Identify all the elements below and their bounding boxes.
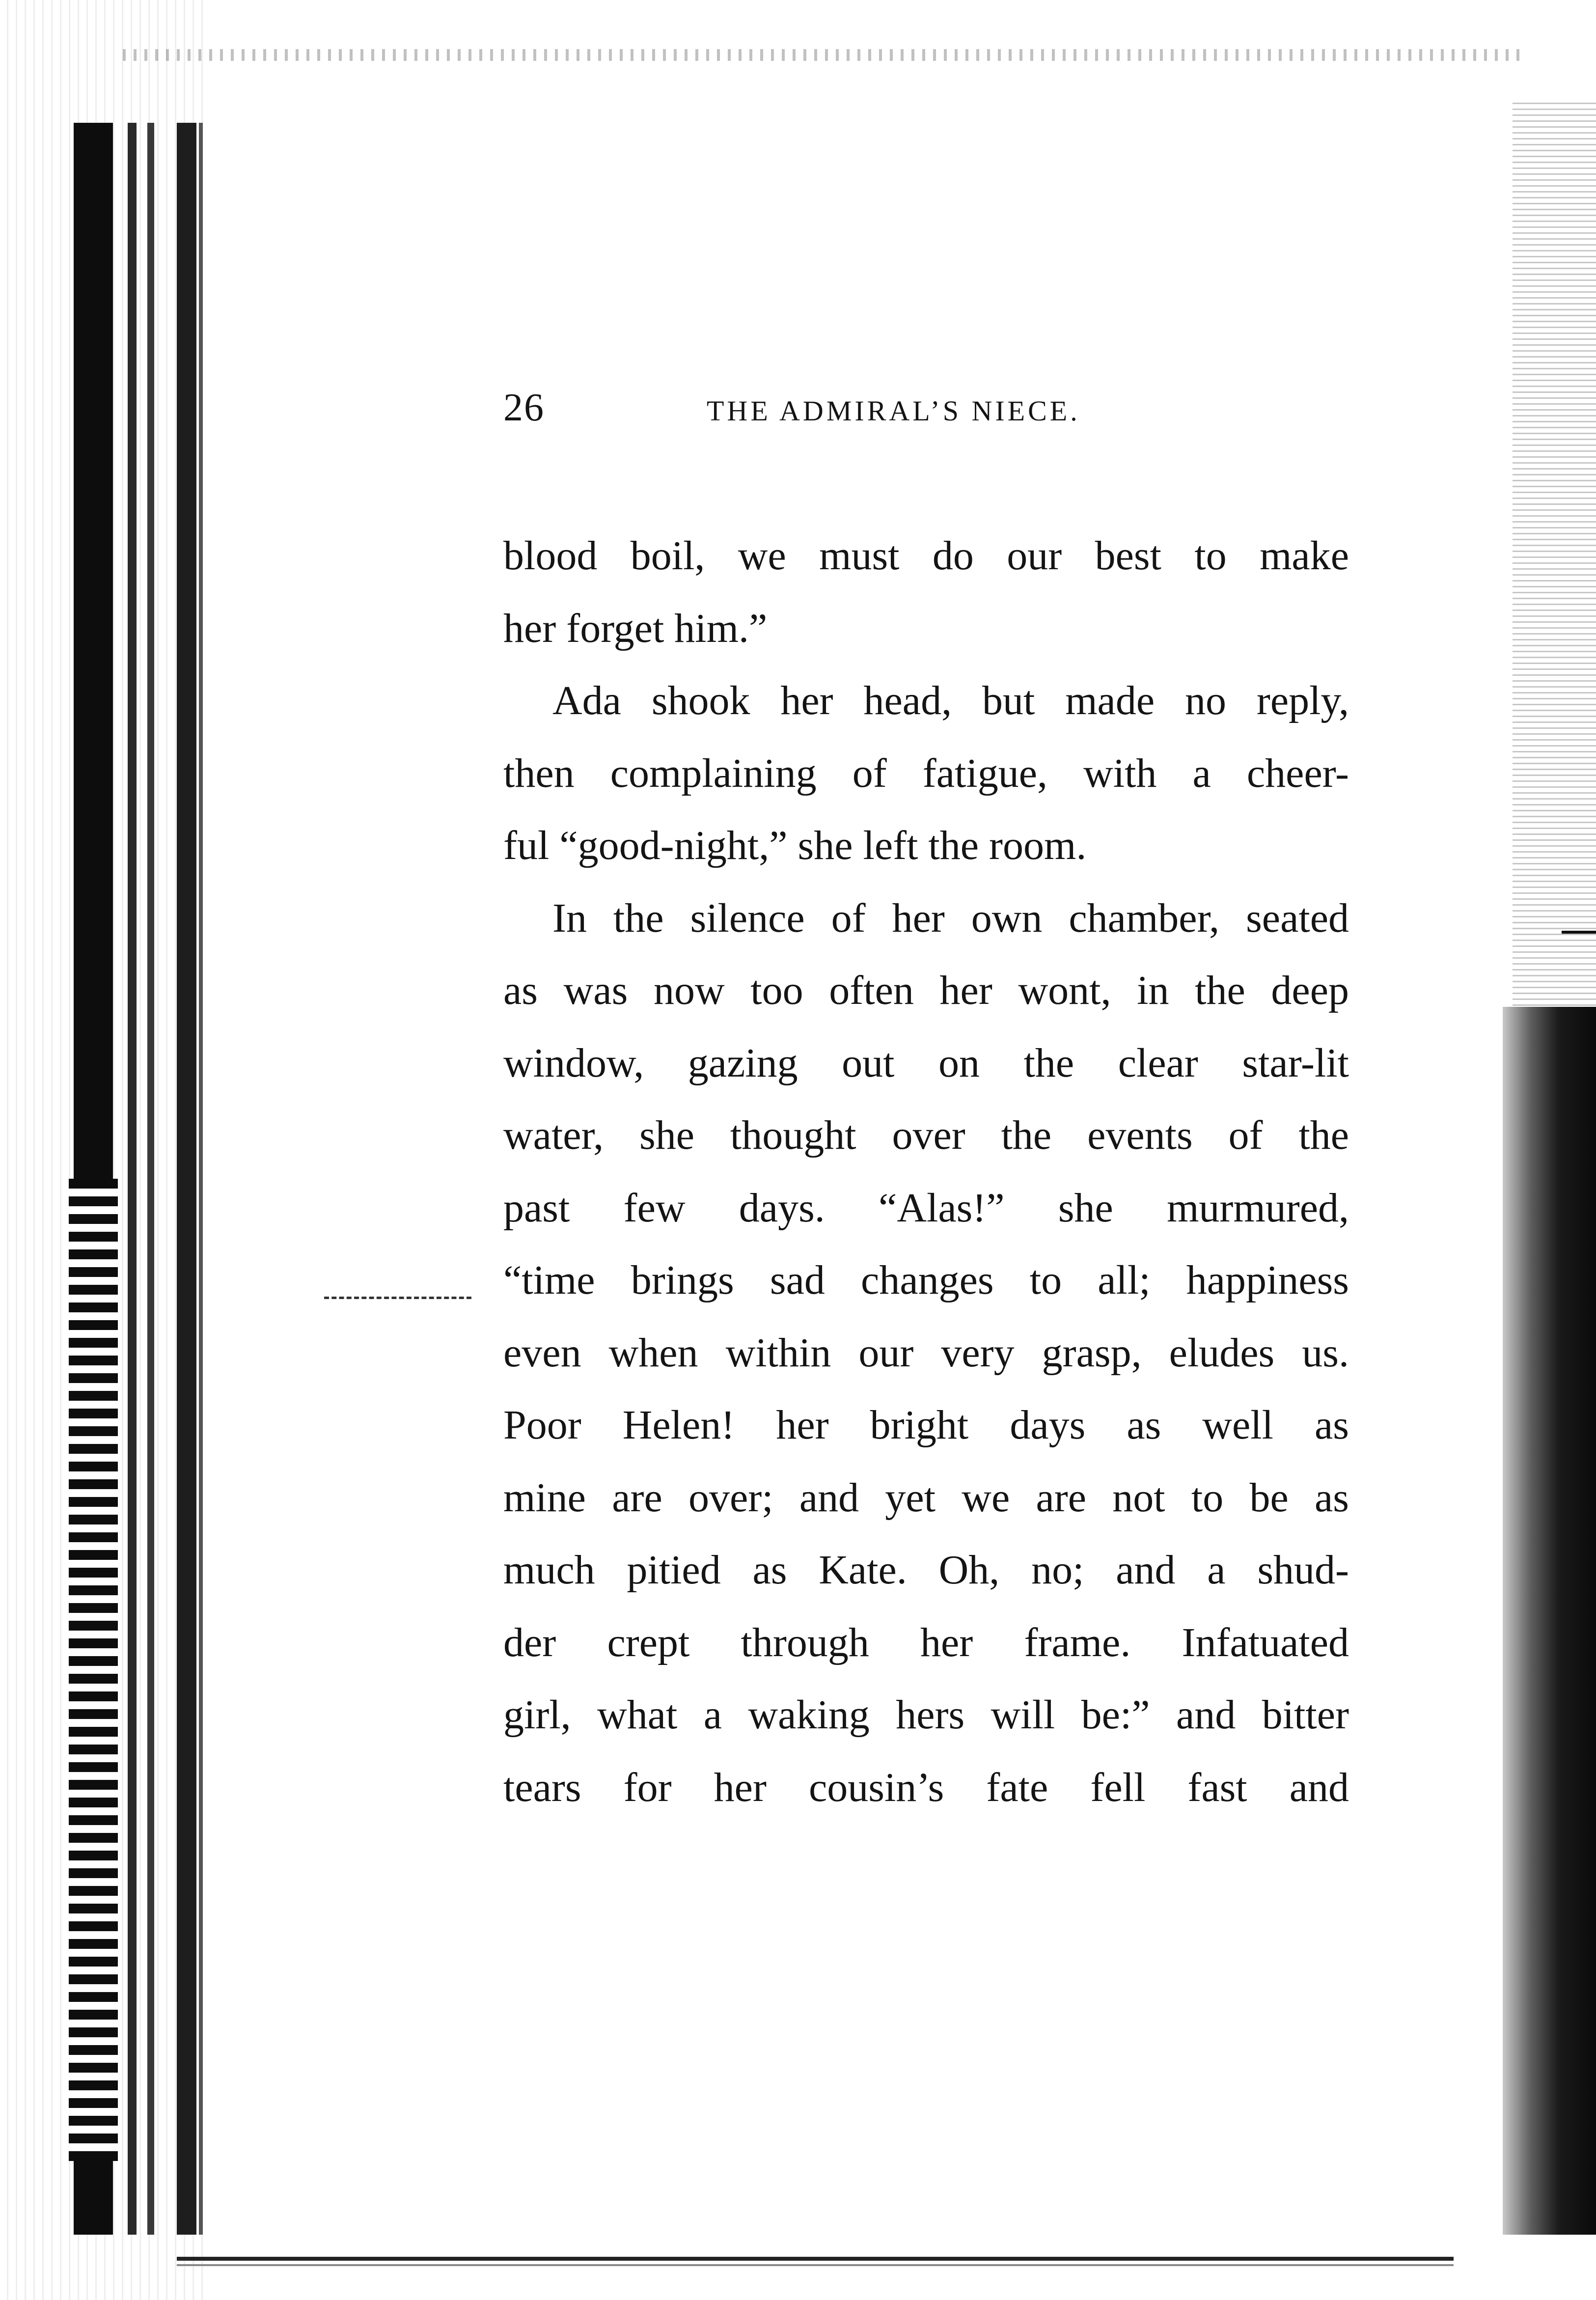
text-line: water, she thought over the events of the — [503, 1112, 1349, 1158]
scan-mark — [324, 1297, 471, 1299]
text-line: In the silence of her own chamber, seated — [552, 895, 1349, 941]
binding-edge — [199, 123, 203, 2235]
bottom-page-edge — [177, 2264, 1454, 2266]
body-text — [503, 531, 1349, 1835]
text-line: window, gazing out on the clear star-lit — [503, 1040, 1349, 1086]
text-line: mine are over; and yet we are not to be as — [503, 1474, 1349, 1521]
text-line: blood boil, we must do our best to make — [503, 533, 1349, 579]
binding-edge — [177, 123, 196, 2235]
right-page-edge — [1513, 98, 1596, 1007]
text-line: Poor Helen! her bright days as well as — [503, 1402, 1349, 1448]
text-line: much pitied as Kate. Oh, no; and a shud- — [503, 1547, 1349, 1593]
edge-mark — [1562, 931, 1596, 934]
right-edge-shadow — [1503, 1007, 1596, 2235]
text-line: then complaining of fatigue, with a cheer- — [503, 750, 1349, 796]
text-line: Ada shook her head, but made no reply, — [552, 678, 1349, 723]
text-line: der crept through her frame. Infatuated — [503, 1619, 1349, 1665]
text-line: tears for her cousin’s fate fell fast and — [503, 1764, 1349, 1810]
text-line: even when within our very grasp, eludes us. — [503, 1330, 1349, 1376]
text-line: “time brings sad changes to all; happiness — [503, 1257, 1349, 1303]
binding-stitching — [69, 1179, 118, 2161]
text-line: girl, what a waking hers will be:” and bitter — [503, 1692, 1349, 1738]
text-line: past few days. “Alas!” she murmured, — [503, 1185, 1349, 1231]
running-head — [503, 386, 1154, 435]
bottom-page-edge — [177, 2257, 1454, 2261]
binding-edge — [147, 123, 154, 2235]
page-number: 26 — [503, 386, 545, 429]
running-title: THE ADMIRAL’S NIECE. — [707, 395, 1080, 427]
text-line: as was now too often her wont, in the deep — [503, 968, 1349, 1013]
text-line: her forget him.” — [503, 605, 768, 651]
text-line: ful “good-night,” she left the room. — [503, 823, 1087, 868]
top-page-edge — [123, 49, 1527, 61]
binding-edge — [128, 123, 137, 2235]
